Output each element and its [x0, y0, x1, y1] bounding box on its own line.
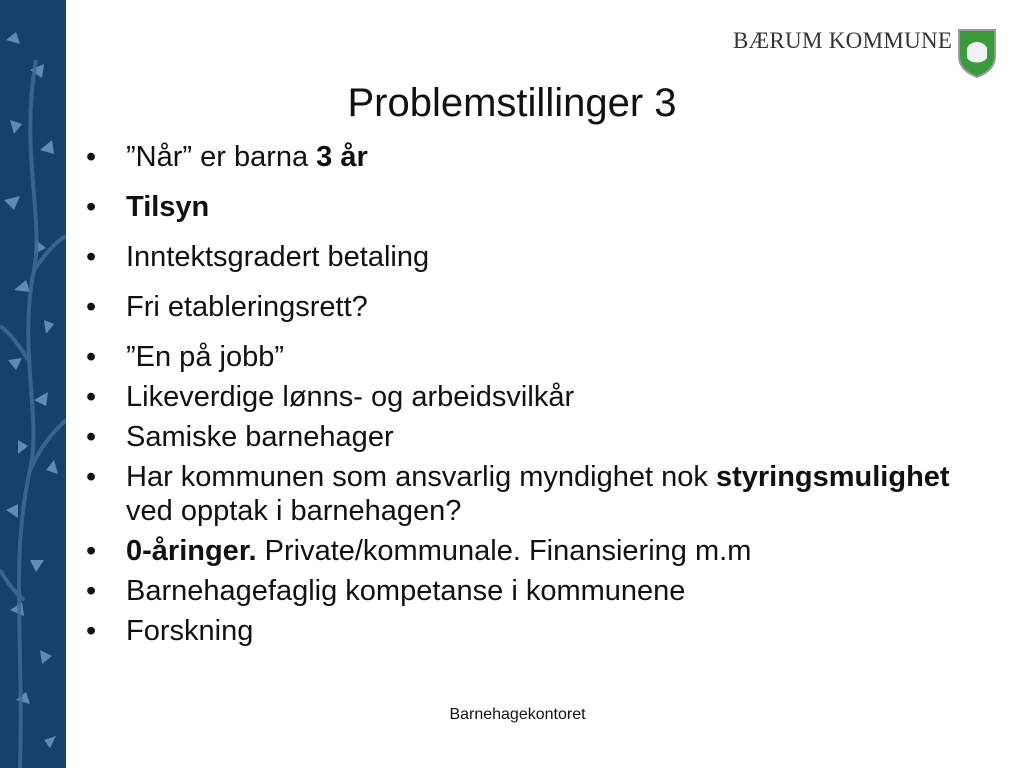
bullet-dot: •: [86, 381, 97, 413]
bullet-text-bold: styringsmulighet: [715, 461, 950, 493]
bullet-dot: •: [86, 461, 97, 493]
bullet-text-bold: 0-åringer.: [126, 535, 257, 567]
bullet-text: ”Når” er barna: [126, 141, 317, 173]
bullet-item: [86, 190, 986, 224]
decorative-tree-sidebar: [0, 0, 66, 768]
bullet-item: [86, 574, 986, 608]
bullet-item: [86, 380, 986, 414]
bullet-dot: •: [86, 291, 97, 323]
bullet-text: Inntektsgradert betaling: [126, 241, 430, 273]
bullet-dot: •: [86, 575, 97, 607]
bullet-text: Barnehagefaglig kompetanse i kommunene: [126, 575, 686, 607]
coat-of-arms-shield-icon: [957, 28, 997, 78]
bullet-dot: •: [86, 615, 97, 647]
bullet-item: [86, 340, 986, 374]
bullet-text: Samiske barnehager: [126, 421, 394, 453]
bullet-dot: •: [86, 341, 97, 373]
bullet-list: [86, 140, 986, 648]
bullet-text: ”En på jobb”: [126, 341, 284, 373]
bullet-item: [86, 140, 986, 174]
bullet-item: [86, 460, 986, 528]
bullet-item: [86, 420, 986, 454]
bullet-item: [86, 290, 986, 324]
bullet-text: Likeverdige lønns- og arbeidsvilkår: [126, 381, 575, 413]
slide-title: Problemstillinger 3: [347, 81, 677, 125]
bullet-dot: •: [86, 241, 97, 273]
bullet-dot: •: [86, 141, 97, 173]
tree-silhouette-image: [0, 0, 66, 768]
bullet-dot: •: [86, 191, 97, 223]
baerum-kommune-logo: [733, 24, 1003, 78]
bullet-text-bold: 3 år: [316, 141, 368, 173]
bullet-text: Har kommunen som ansvarlig myndighet nok: [126, 461, 716, 493]
bullet-text: Forskning: [126, 615, 254, 647]
bullet-dot: •: [86, 421, 97, 453]
bullet-item: [86, 534, 986, 568]
bullet-dot: •: [86, 535, 97, 567]
bullet-item: [86, 614, 986, 648]
bullet-text-bold: Tilsyn: [126, 191, 210, 223]
bullet-text: Private/kommunale. Finansiering m.m: [256, 535, 752, 567]
bullet-item: [86, 240, 986, 274]
bullet-text: ved opptak i barnehagen?: [126, 495, 462, 527]
slide-footer: Barnehagekontoret: [449, 706, 586, 723]
logo-text: BÆRUM KOMMUNE: [733, 28, 953, 53]
bullet-text: Fri etableringsrett?: [126, 291, 368, 323]
